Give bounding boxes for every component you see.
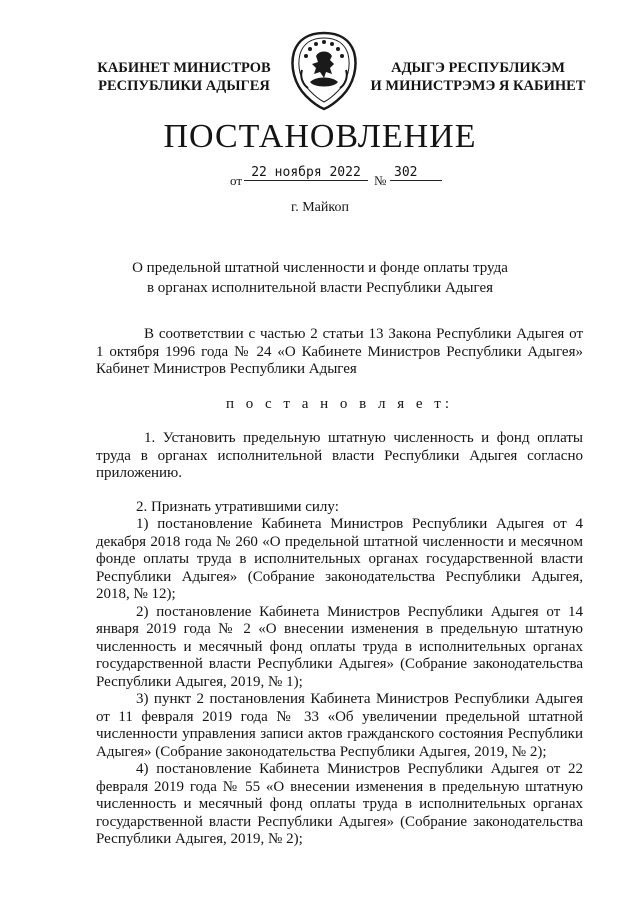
repealed-item-1: 1) постановление Кабинета Министров Республики Адыгея от 4 декабря 2018 года № 260 «О предельной штатной численности и месячном фонде оплаты труда в исполнительных органах государственной власти Республики Адыгея» (Собрание законодательства Республики Адыгея, 2018, № 12); [96,516,583,602]
clause-2: 2. Признать утратившими силу: [136,498,339,515]
number-label: № [374,173,387,188]
subject-line-1: О предельной штатной численности и фонде оплаты труда [132,260,508,276]
issuer-name-russian [86,59,282,95]
issuer-line-2-adyghe: И МИНИСТРЭМЭ Я КАБИНЕТ [370,78,586,94]
document-date: 22 ноября 2022 [244,165,368,181]
decree-word: п о с т а н о в л я е т: [225,395,454,412]
date-number-line [0,165,640,189]
repealed-item-4: 4) постановление Кабинета Министров Республики Адыгея от 22 февраля 2019 года № 55 «О внесении изменения в предельную штатную численность и месячный фонд оплаты труда в исполнительных органах государственной власти Республики Адыгея» (Собрание законодательства Республики Адыгея, 2019, № 2); [96,761,583,847]
preamble: В соответствии с частью 2 статьи 13 Закона Республики Адыгея от 1 октября 1996 года № 24 «О Кабинете Министров Республики Адыгея» Кабинет Министров Республики Адыгея [96,326,583,377]
document-body [96,326,583,849]
document-number: 302 [390,165,442,181]
issuer-line-1-adyghe: АДЫГЭ РЕСПУБЛИКЭМ [391,60,565,76]
repealed-item-3: 3) пункт 2 постановления Кабинета Министров Республики Адыгея от 11 февраля 2019 года № 33 «Об увеличении предельной штатной численности управления записи актов гражданского состояния Республики Адыгея» (Собрание законодательства Республики Адыгея, 2019, № 2); [96,691,583,760]
subject-line-2: в органах исполнительной власти Республики Адыгея [146,280,494,296]
issuer-line-1: КАБИНЕТ МИНИСТРОВ [97,60,271,76]
issuer-name-adyghe [368,59,588,95]
city: г. Майкоп [291,200,349,215]
clause-1: 1. Установить предельную штатную численность и фонд оплаты труда в органах исполнительной власти Республики Адыгея согласно приложению. [96,430,583,481]
document-subject [100,258,540,298]
coat-of-arms-icon [286,30,362,112]
issuer-line-2: РЕСПУБЛИКИ АДЫГЕЯ [98,78,270,94]
from-label: от [230,173,243,188]
repealed-item-2: 2) постановление Кабинета Министров Республики Адыгея от 14 января 2019 года № 2 «О внесении изменения в предельную штатную численность и месячный фонд оплаты труда в исполнительных органах государственной власти Республики Адыгея» (Собрание законодательства Республики Адыгея, 2019, № 1); [96,603,583,690]
document-title: ПОСТАНОВЛЕНИЕ [163,118,477,155]
